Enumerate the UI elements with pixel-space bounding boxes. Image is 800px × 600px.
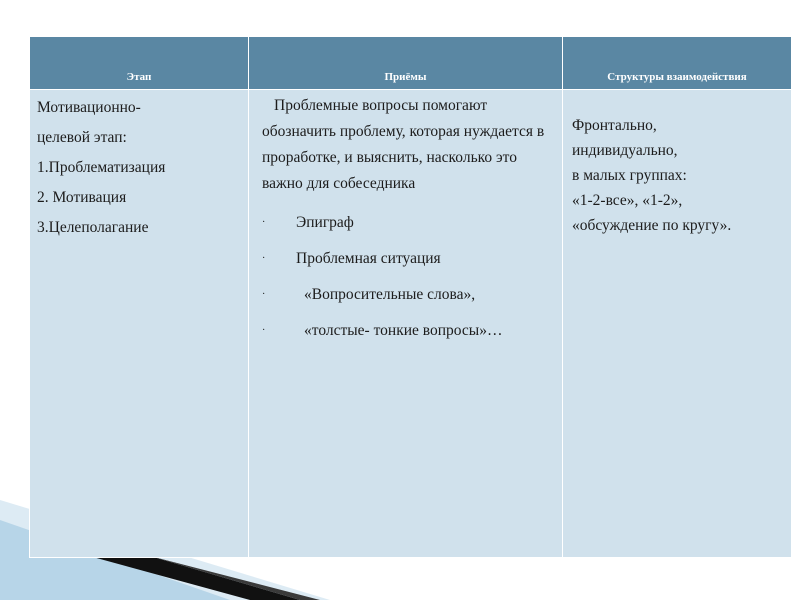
stage-line: целевой этап: [37, 129, 127, 146]
cell-methods [249, 90, 563, 558]
header-structures: Структуры взаимодействия [563, 37, 792, 90]
stage-line: 1.Проблематизация [37, 159, 166, 176]
method-item: Эпиграф [296, 214, 354, 231]
bullet-dot-icon: · [262, 325, 266, 336]
header-methods: Приёмы [249, 37, 563, 90]
list-item [262, 205, 553, 241]
cell-stage [30, 90, 249, 558]
structure-line: «обсуждение по кругу». [572, 217, 732, 234]
structure-line: в малых группах: [572, 167, 687, 184]
list-item [262, 277, 553, 313]
structure-line: «1-2-все», «1-2», [572, 192, 683, 209]
method-item: «толстые- тонкие вопросы»… [304, 322, 503, 339]
lesson-table [29, 36, 792, 558]
bullet-dot-icon: · [262, 217, 266, 228]
structure-line: индивидуально, [572, 142, 678, 159]
stage-line: Мотивационно- [37, 99, 141, 116]
list-item [262, 313, 553, 349]
table-row [30, 90, 792, 558]
structure-line: Фронтально, [572, 117, 657, 134]
method-item: Проблемная ситуация [296, 250, 441, 267]
bullet-dot-icon: · [262, 253, 266, 264]
stage-line: 2. Мотивация [37, 189, 127, 206]
methods-intro: Проблемные вопросы помогают обозначить проблему, которая нуждается в проработке, и выяснить, насколько это важно для собеседника [262, 97, 545, 192]
method-item: «Вопросительные слова», [304, 286, 476, 303]
header-stage: Этап [30, 37, 249, 90]
list-item [262, 241, 553, 277]
stage-line: 3.Целеполагание [37, 219, 149, 236]
bullet-dot-icon: · [262, 289, 266, 300]
cell-structures [563, 90, 792, 558]
methods-list [262, 205, 553, 349]
table-header-row [30, 37, 792, 90]
